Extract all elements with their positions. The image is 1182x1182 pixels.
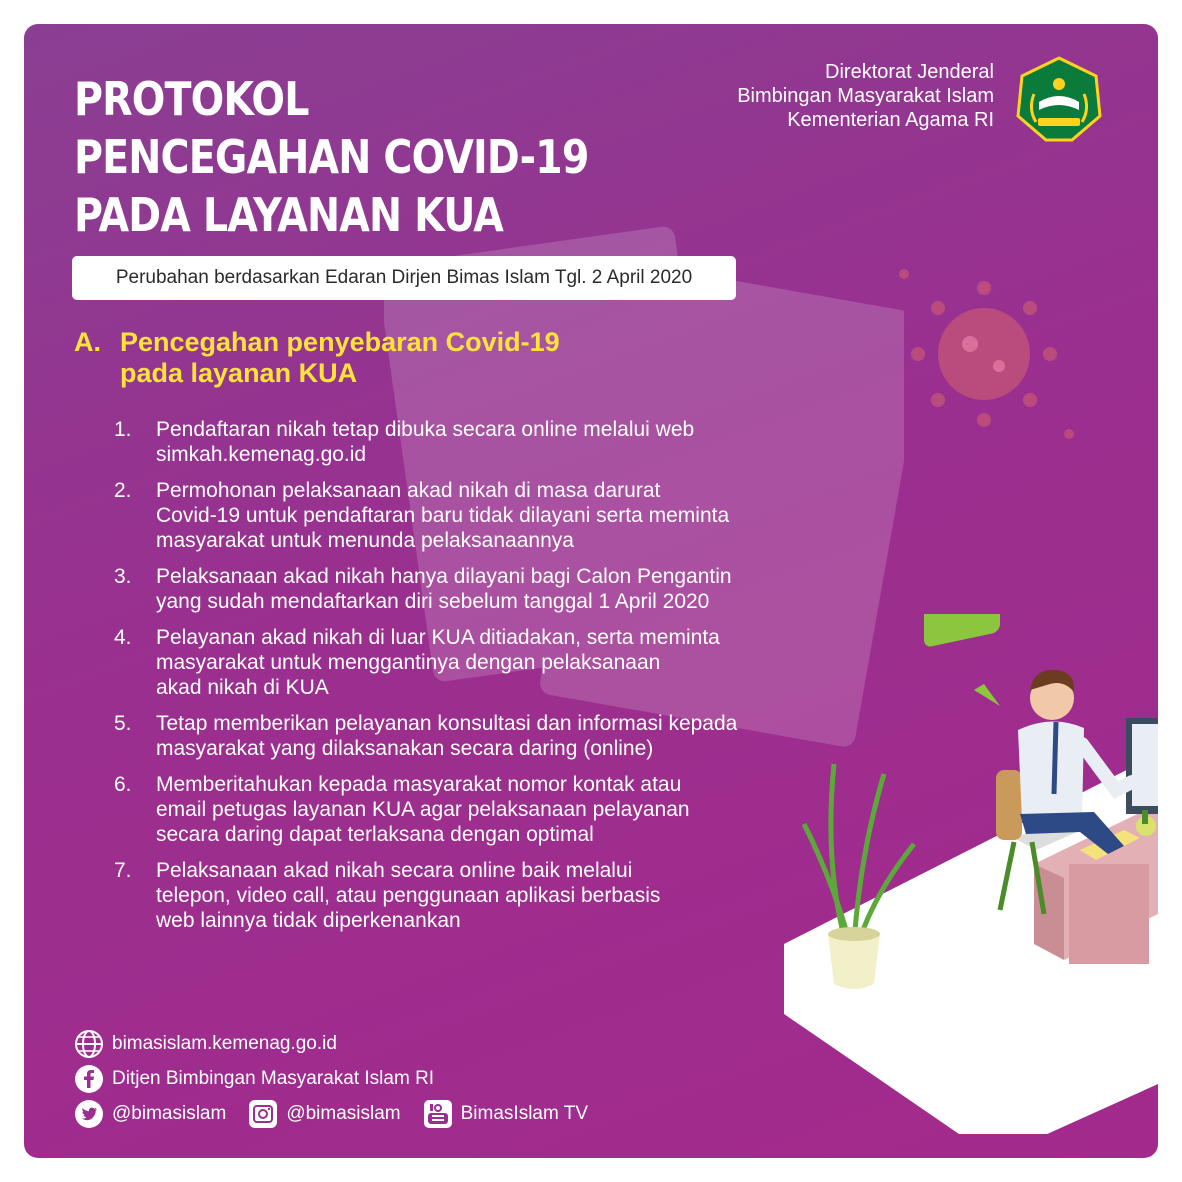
facebook-text: Ditjen Bimbingan Masyarakat Islam RI — [112, 1067, 435, 1089]
subtitle-banner: Perubahan berdasarkan Edaran Dirjen Bimas Islam Tgl. 2 April 2020 — [72, 256, 736, 300]
item-number: 5. — [114, 712, 132, 735]
list-item — [114, 772, 874, 847]
protocol-list — [114, 417, 874, 944]
org-line-2: Bimbingan Masyarakat Islam — [737, 85, 994, 107]
instagram-text: @bimasislam — [286, 1102, 401, 1124]
section-heading-line-2: pada layanan KUA — [120, 358, 358, 388]
facebook-link[interactable] — [74, 1064, 434, 1094]
section-heading-line-1: Pencegahan penyebaran Covid-19 — [120, 327, 560, 357]
organization-name — [737, 60, 994, 132]
item-text: Pelayanan akad nikah di luar KUA ditiadakan, serta meminta masyarakat untuk menggantinya dengan pelaksanaan akad nikah di KUA — [156, 626, 720, 699]
section-letter: A. — [74, 327, 101, 357]
contact-footer — [74, 1026, 610, 1131]
youtube-link[interactable] — [423, 1099, 588, 1129]
title-line-3: PADA LAYANAN KUA — [74, 188, 504, 242]
item-text: Tetap memberikan pelayanan konsultasi dan informasi kepada masyarakat yang dilaksanakan secara daring (online) — [156, 712, 738, 760]
item-text: Permohonan pelaksanaan akad nikah di masa darurat Covid-19 untuk pendaftaran baru tidak dilayani serta meminta masyarakat untuk menunda pelaksanaannya — [156, 479, 730, 552]
facebook-icon — [74, 1064, 104, 1094]
item-text: Memberitahukan kepada masyarakat nomor kontak atau email petugas layanan KUA agar pelaksanaan pelayanan secara daring dapat terlaksana dengan optimal — [156, 773, 690, 846]
item-text: Pelaksanaan akad nikah hanya dilayani bagi Calon Pengantin yang sudah mendaftarkan diri sebelum tanggal 1 April 2020 — [156, 565, 732, 613]
item-number: 4. — [114, 626, 132, 649]
item-number: 2. — [114, 479, 132, 502]
section-heading — [74, 327, 560, 389]
youtube-text: BimasIslam TV — [460, 1102, 589, 1124]
item-text: Pendaftaran nikah tetap dibuka secara online melalui web simkah.kemenag.go.id — [156, 418, 695, 466]
list-item — [114, 417, 874, 467]
item-number: 6. — [114, 773, 132, 796]
title-line-1: PROTOKOL — [74, 72, 309, 126]
org-line-1: Direktorat Jenderal — [825, 61, 994, 83]
list-item — [114, 625, 874, 700]
instagram-link[interactable] — [248, 1099, 400, 1129]
social-row — [74, 1096, 610, 1131]
item-text: Pelaksanaan akad nikah secara online baik melalui telepon, video call, atau penggunaan aplikasi berbasis web lainnya tidak diperkenankan — [156, 859, 661, 932]
virus-decoration-icon — [884, 254, 1084, 454]
office-worker-illustration — [764, 614, 1158, 1134]
page-title — [74, 70, 589, 244]
globe-icon — [74, 1029, 104, 1059]
title-line-2: PENCEGAHAN COVID-19 — [74, 130, 589, 184]
org-line-3: Kementerian Agama RI — [787, 109, 994, 131]
twitter-text: @bimasislam — [112, 1102, 227, 1124]
website-row — [74, 1026, 610, 1061]
poster-card — [24, 24, 1158, 1158]
website-text: bimasislam.kemenag.go.id — [112, 1032, 337, 1054]
twitter-link[interactable] — [74, 1099, 226, 1129]
item-number: 3. — [114, 565, 132, 588]
kemenag-logo-icon — [1014, 54, 1104, 144]
website-link[interactable] — [74, 1029, 337, 1059]
list-item — [114, 858, 874, 933]
instagram-icon — [248, 1099, 278, 1129]
item-number: 1. — [114, 418, 132, 441]
list-item — [114, 711, 874, 761]
item-number: 7. — [114, 859, 132, 882]
list-item — [114, 478, 874, 553]
twitter-icon — [74, 1099, 104, 1129]
list-item — [114, 564, 874, 614]
youtube-icon — [423, 1099, 453, 1129]
facebook-row — [74, 1061, 610, 1096]
